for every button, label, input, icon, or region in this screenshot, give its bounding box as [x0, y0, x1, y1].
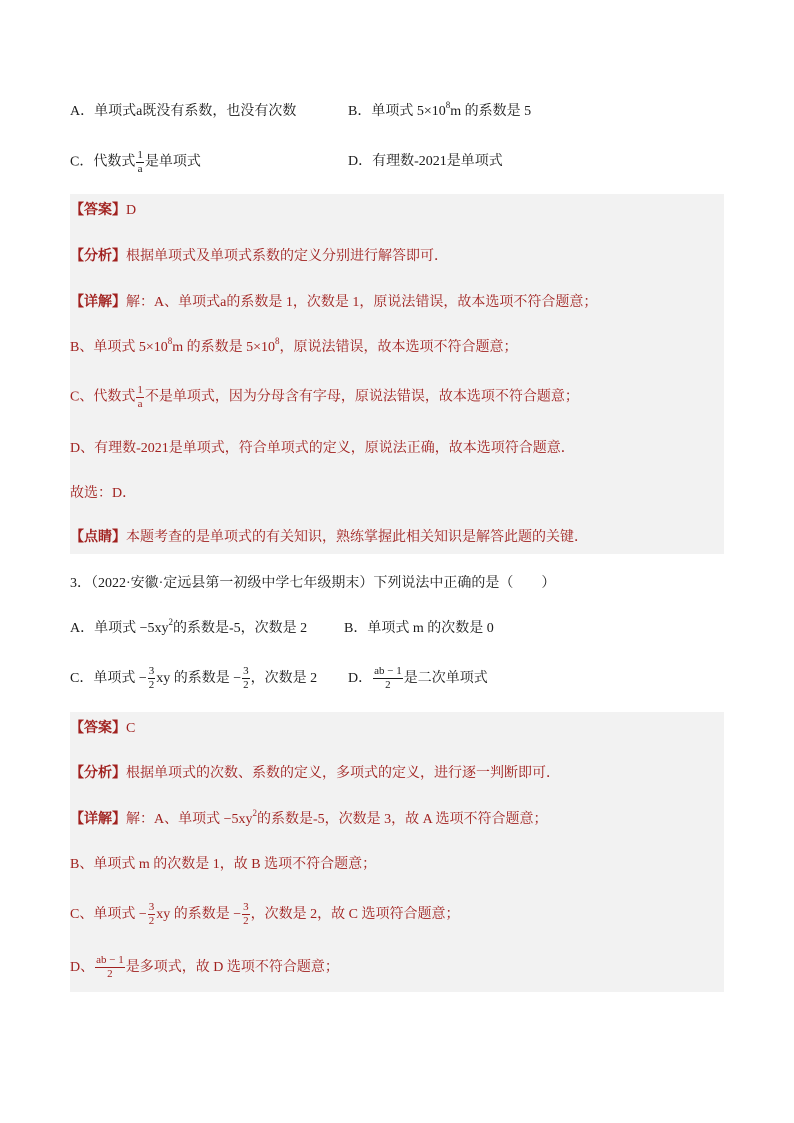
- q3-detail-2: B、单项式 m 的次数是 1，故 B 选项不符合题意；: [70, 857, 377, 872]
- q3-analysis: 【分析】根据单项式的次数、系数的定义，多项式的定义，进行逐一判断即可．: [70, 766, 560, 781]
- q2-detail-4: D、有理数-2021是单项式，符合单项式的定义，原说法正确，故本选项符合题意．: [70, 441, 575, 456]
- q2-analysis: 【分析】根据单项式及单项式系数的定义分别进行解答即可．: [70, 249, 448, 264]
- fraction-1-over-a-detail: $\frac{1}{a}$: [137, 384, 143, 410]
- fraction-ab-minus-1-over-2-detail: $\frac{ab - 1}{2}$: [96, 954, 124, 981]
- q2-detail-3: C、代数式 $\frac{1}{a}$ 不是单项式，因为分母含有字母，原说法错误，故本选项不符合题意；: [70, 384, 579, 410]
- q2-comment: 【点睛】本题考查的是单项式的有关知识，熟练掌握此相关知识是解答此题的关键．: [70, 530, 588, 545]
- q3-answer-panel: [70, 712, 724, 992]
- q3-stem: 3．（2022·安徽·定远县第一初级中学七年级期末）下列说法中正确的是（ ）: [70, 576, 556, 591]
- fraction-ab-minus-1-over-2: $\frac{ab - 1}{2}$: [374, 665, 402, 692]
- fraction-3-over-2-b: $\frac{3}{2}$: [243, 665, 249, 692]
- q3-detail-4: D、 $\frac{ab - 1}{2}$ 是多项式，故 D 选项不符合题意；: [70, 954, 339, 981]
- q2-option-a: A．单项式a既没有系数，也没有次数: [70, 104, 297, 119]
- q2-detail-1: 【详解】解：A、单项式a的系数是 1，次数是 1，原说法错误，故本选项不符合题意；: [70, 295, 598, 310]
- q2-answer: 【答案】D: [70, 203, 137, 218]
- q3-option-a: A．单项式 $-5xy^2$的系数是-5，次数是 2: [70, 617, 308, 636]
- q2-option-c: C．代数式 $\frac{1}{a}$ 是单项式: [70, 149, 201, 175]
- q3-detail-3: C、单项式 − $\frac{3}{2}$ xy 的系数是 − $\frac{3}{2}$ ，次数是 2，故 C 选项符合题意；: [70, 901, 460, 928]
- fraction-3-over-2: $\frac{3}{2}$: [148, 665, 155, 692]
- q2-option-d: D．有理数-2021是单项式: [348, 154, 503, 169]
- q3-option-d: D． $\frac{ab - 1}{2}$ 是二次单项式: [348, 665, 488, 692]
- q3-detail-1: 【详解】解：A、单项式 $-5xy^2$的系数是-5，次数是 3，故 A 选项不符合题意；: [70, 808, 548, 827]
- q2-choice: 故选：D．: [70, 486, 137, 501]
- q3-option-c: C．单项式 − $\frac{3}{2}$ xy 的系数是 − $\frac{3}{2}$ ，次数是 2: [70, 665, 318, 692]
- q2-detail-2: B、单项式 $5\times 10^8m$ 的系数是 $5\times 10^8$，原说法错误，故本选项不符合题意；: [70, 336, 518, 355]
- q3-option-b: B．单项式 m 的次数是 0: [344, 621, 494, 636]
- fraction-3-over-2-detail-b: $\frac{3}{2}$: [243, 901, 249, 928]
- q3-answer: 【答案】C: [70, 721, 136, 736]
- q2-option-b: B．单项式 $5\times 10^8m$ 的系数是 5: [348, 100, 532, 119]
- fraction-3-over-2-detail: $\frac{3}{2}$: [148, 901, 155, 928]
- fraction-1-over-a: $\frac{1}{a}$: [137, 149, 143, 175]
